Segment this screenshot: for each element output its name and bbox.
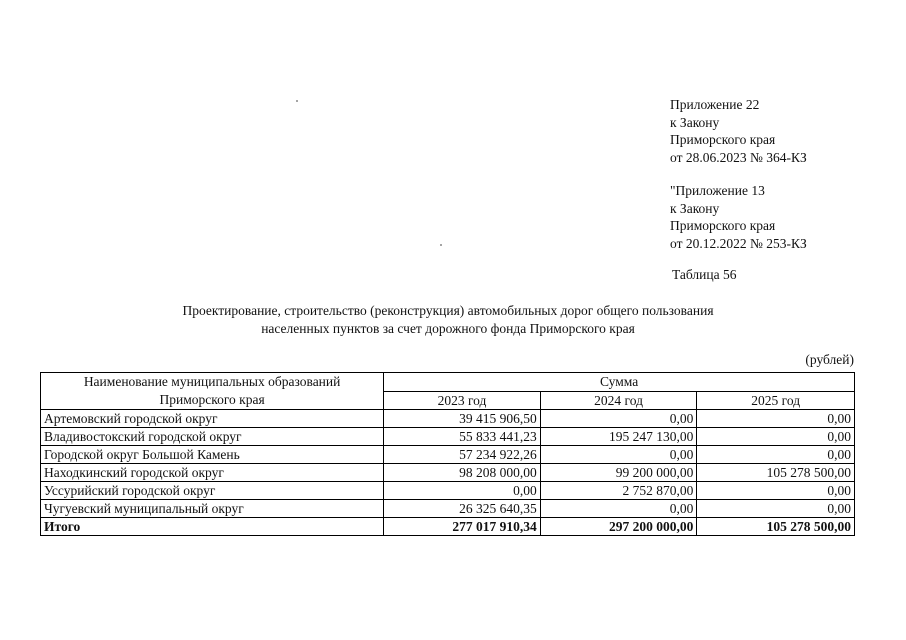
annex-line: от 20.12.2022 № 253-КЗ	[670, 235, 807, 251]
amount-2023: 26 325 640,35	[384, 500, 541, 518]
annex-line: Приложение 22	[670, 97, 760, 112]
total-row	[41, 518, 855, 536]
amount-2024: 99 200 000,00	[540, 464, 697, 482]
amount-2024: 2 752 870,00	[540, 482, 697, 500]
annex-line: Приморского края	[670, 132, 776, 148]
amount-2025: 0,00	[697, 482, 855, 500]
amount-2023: 39 415 906,50	[384, 410, 541, 428]
total-label: Итого	[41, 518, 384, 536]
table-row	[41, 482, 855, 500]
amount-2024: 0,00	[540, 446, 697, 464]
units-label: (рублей)	[805, 352, 854, 367]
annex-prior-reference	[670, 182, 807, 252]
municipality-name: Владивостокский городской округ	[41, 428, 384, 446]
header-year-2025: 2025 год	[697, 391, 855, 410]
header-municipality: Наименование муниципальных образований Приморского края	[41, 373, 384, 410]
annex-line: к Закону	[670, 200, 720, 216]
annex-line: Приморского края	[670, 218, 776, 234]
document-title	[60, 302, 836, 337]
amount-2024: 0,00	[540, 500, 697, 518]
table-row	[41, 410, 855, 428]
municipality-name: Уссурийский городской округ	[41, 482, 384, 500]
table-row	[41, 500, 855, 518]
annex-line: от 28.06.2023 № 364-КЗ	[670, 149, 807, 165]
header-year-2023: 2023 год	[384, 391, 541, 410]
amount-2023: 0,00	[384, 482, 541, 500]
amount-2024: 0,00	[540, 410, 697, 428]
amount-2025: 105 278 500,00	[697, 464, 855, 482]
annex-line: "Приложение 13	[670, 183, 765, 198]
amount-2025: 0,00	[697, 446, 855, 464]
header-sum: Сумма	[384, 373, 855, 392]
amount-2023: 57 234 922,26	[384, 446, 541, 464]
municipality-name: Находкинский городской округ	[41, 464, 384, 482]
amount-2025: 0,00	[697, 428, 855, 446]
amount-2025: 0,00	[697, 410, 855, 428]
amount-2025: 0,00	[697, 500, 855, 518]
annex-current-reference	[670, 96, 807, 166]
table-number: Таблица 56	[672, 267, 737, 282]
municipality-name: Городской округ Большой Камень	[41, 446, 384, 464]
amount-2023: 98 208 000,00	[384, 464, 541, 482]
scan-speck	[296, 100, 298, 102]
title-line: населенных пунктов за счет дорожного фонда Приморского края	[261, 320, 635, 336]
total-2025: 105 278 500,00	[697, 518, 855, 536]
municipality-name: Артемовский городской округ	[41, 410, 384, 428]
municipality-name: Чугуевский муниципальный округ	[41, 500, 384, 518]
table-row	[41, 428, 855, 446]
header-year-2024: 2024 год	[540, 391, 697, 410]
table-row	[41, 446, 855, 464]
table-row	[41, 464, 855, 482]
funding-table	[40, 372, 855, 536]
total-2023: 277 017 910,34	[384, 518, 541, 536]
scan-speck	[440, 244, 442, 246]
total-2024: 297 200 000,00	[540, 518, 697, 536]
annex-line: к Закону	[670, 114, 720, 130]
title-line: Проектирование, строительство (реконструкция) автомобильных дорог общего пользования	[182, 303, 714, 318]
amount-2023: 55 833 441,23	[384, 428, 541, 446]
amount-2024: 195 247 130,00	[540, 428, 697, 446]
